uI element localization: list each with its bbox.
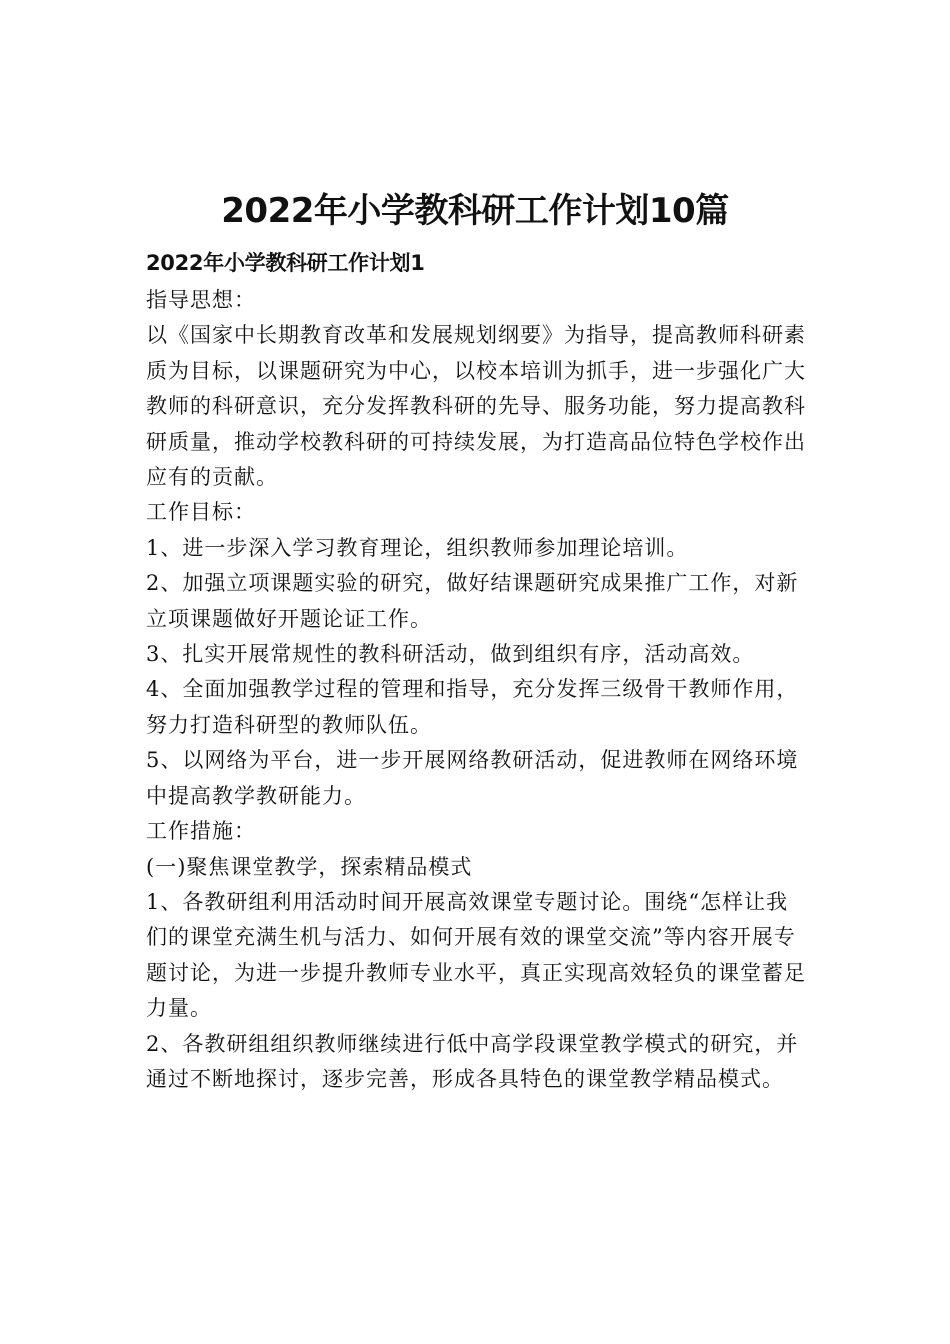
goal-item-3: 3、扎实开展常规性的教科研活动，做到组织有序，活动高效。 [146, 642, 755, 667]
heading-work-measures: 工作措施： [146, 819, 256, 844]
subheading-measure-1: (一)聚焦课堂教学，探索精品模式 [146, 854, 473, 879]
document-title: 2022年小学教科研工作计划10篇 [221, 191, 729, 231]
measure-item-1: 1、各教研组利用活动时间开展高效课堂专题讨论。围绕“怎样让我们的课堂充满生机与活力、如何开展有效的课堂交流”等内容开展专题讨论，为进一步提升教师专业水平，真正实现高效轻负的课堂蓄足力量。 [146, 889, 806, 1021]
goal-item-4: 4、全面加强教学过程的管理和指导，充分发挥三级骨干教师作用，努力打造科研型的教师队伍。 [146, 677, 799, 737]
goal-item-1: 1、进一步深入学习教育理论，组织教师参加理论培训。 [146, 535, 689, 560]
section-heading: 2022年小学教科研工作计划1 [146, 251, 425, 275]
heading-guiding-idea: 指导思想： [146, 288, 256, 312]
document-body [146, 283, 810, 1097]
measure-item-2: 2、各教研组组织教师继续进行低中高学段课堂教学模式的研究，并通过不断地探讨，逐步完善，形成各具特色的课堂教学精品模式。 [146, 1031, 799, 1091]
paragraph-guiding-idea: 以《国家中长期教育改革和发展规划纲要》为指导，提高教师科研素质为目标，以课题研究为中心，以校本培训为抓手，进一步强化广大教师的科研意识，充分发挥教科研的先导、服务功能，努力提高教科研质量，推动学校教科研的可持续发展，为打造高品位特色学校作出应有的贡献。 [146, 323, 806, 490]
goal-item-5: 5、以网络为平台，进一步开展网络教研活动，促进教师在网络环境中提高教学教研能力。 [146, 748, 799, 808]
goal-item-2: 2、加强立项课题实验的研究，做好结课题研究成果推广工作，对新立项课题做好开题论证工作。 [146, 571, 799, 631]
heading-work-goals: 工作目标： [146, 500, 256, 525]
